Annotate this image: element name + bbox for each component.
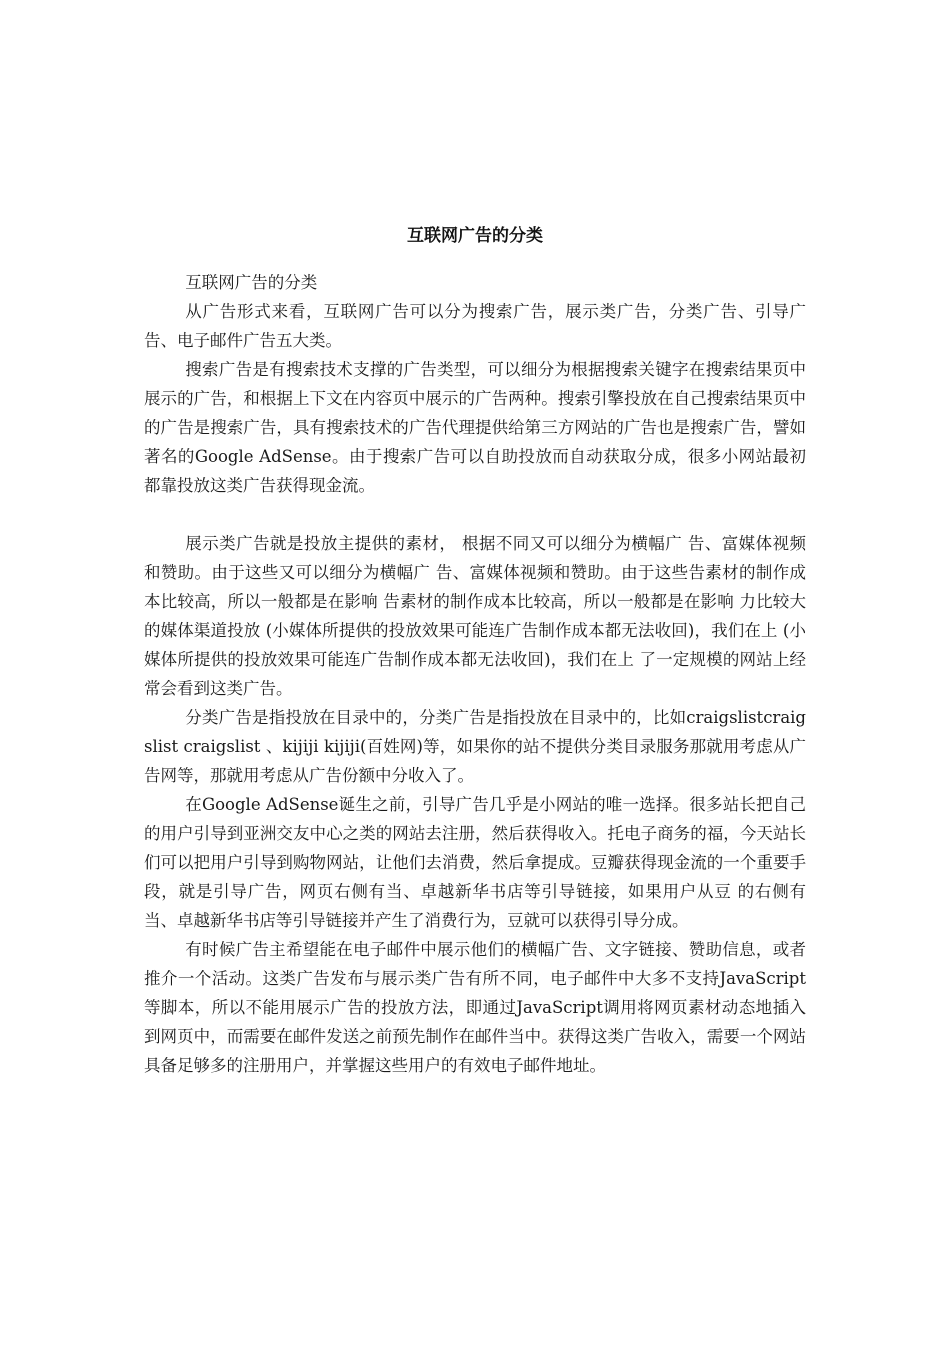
paragraph-heading: 互联网广告的分类 — [185, 273, 318, 292]
paragraph-overview: 从广告形式来看，互联网广告可以分为搜索广告，展示类广告，分类广告、引导广告、电子邮件广告五大类。 — [144, 302, 806, 350]
paragraph-display-ads: 展示类广告就是投放主提供的素材， 根据不同又可以细分为横幅广 告、富媒体视频和赞助。由于这些又可以细分为横幅广 告、富媒体视频和赞助。由于这些告素材的制作成本比较高，所以一般都是在影响 告素材的制作成本比较高，所以一般都是在影响 力比较大的媒体渠道投放 (小媒体所提供的投放效果可能连广告制作成本都无法收回)，我们在上 (小媒体所提供的投放效果可能连广告制作成本都无法收回)，我们在上 了一定规模的网站上经常会看到这类广告。 — [144, 534, 806, 698]
paragraph-email-ads: 有时候广告主希望能在电子邮件中展示他们的横幅广告、文字链接、赞助信息，或者推介一个活动。这类广告发布与展示类广告有所不同，电子邮件中大多不支持JavaScript等脚本，所以不能用展示广告的投放方法，即通过JavaScript调用将网页素材动态地插入到网页中，而需要在邮件发送之前预先制作在邮件当中。获得这类广告收入，需要一个网站具备足够多的注册用户，并掌握这些用户的有效电子邮件地址。 — [144, 940, 806, 1075]
paragraph-search-ads: 搜索广告是有搜索技术支撑的广告类型，可以细分为根据搜索关键字在搜索结果页中展示的广告，和根据上下文在内容页中展示的广告两种。搜索引擎投放在自己搜索结果页中的广告是搜索广告，具有搜索技术的广告代理提供给第三方网站的广告也是搜索广告，譬如著名的Google AdSense。由于搜索广告可以自助投放而自动获取分成，很多小网站最初都靠投放这类广告获得现金流。 — [144, 360, 806, 495]
paragraph-referral-ads: 在Google AdSense诞生之前，引导广告几乎是小网站的唯一选择。很多站长把自己的用户引导到亚洲交友中心之类的网站去注册，然后获得收入。托电子商务的福，今天站长们可以把用户引导到购物网站，让他们去消费，然后拿提成。豆瓣获得现金流的一个重要手段，就是引导广告，网页右侧有当、卓越新华书店等引导链接，如果用户从豆 的右侧有当、卓越新华书店等引导链接并产生了消费行为，豆就可以获得引导分成。 — [144, 795, 806, 930]
paragraph-classified-ads: 分类广告是指投放在目录中的，分类广告是指投放在目录中的，比如craigslistcraigslist craigslist 、kijiji kijiji(百姓网)等，如果你的站不提供分类目录服务那就用考虑从广告网等，那就用考虑从广告份额中分收入了。 — [144, 708, 806, 785]
document-body — [144, 268, 806, 1080]
paragraph-spacer — [144, 500, 806, 529]
document-title: 互联网广告的分类 — [407, 226, 543, 246]
